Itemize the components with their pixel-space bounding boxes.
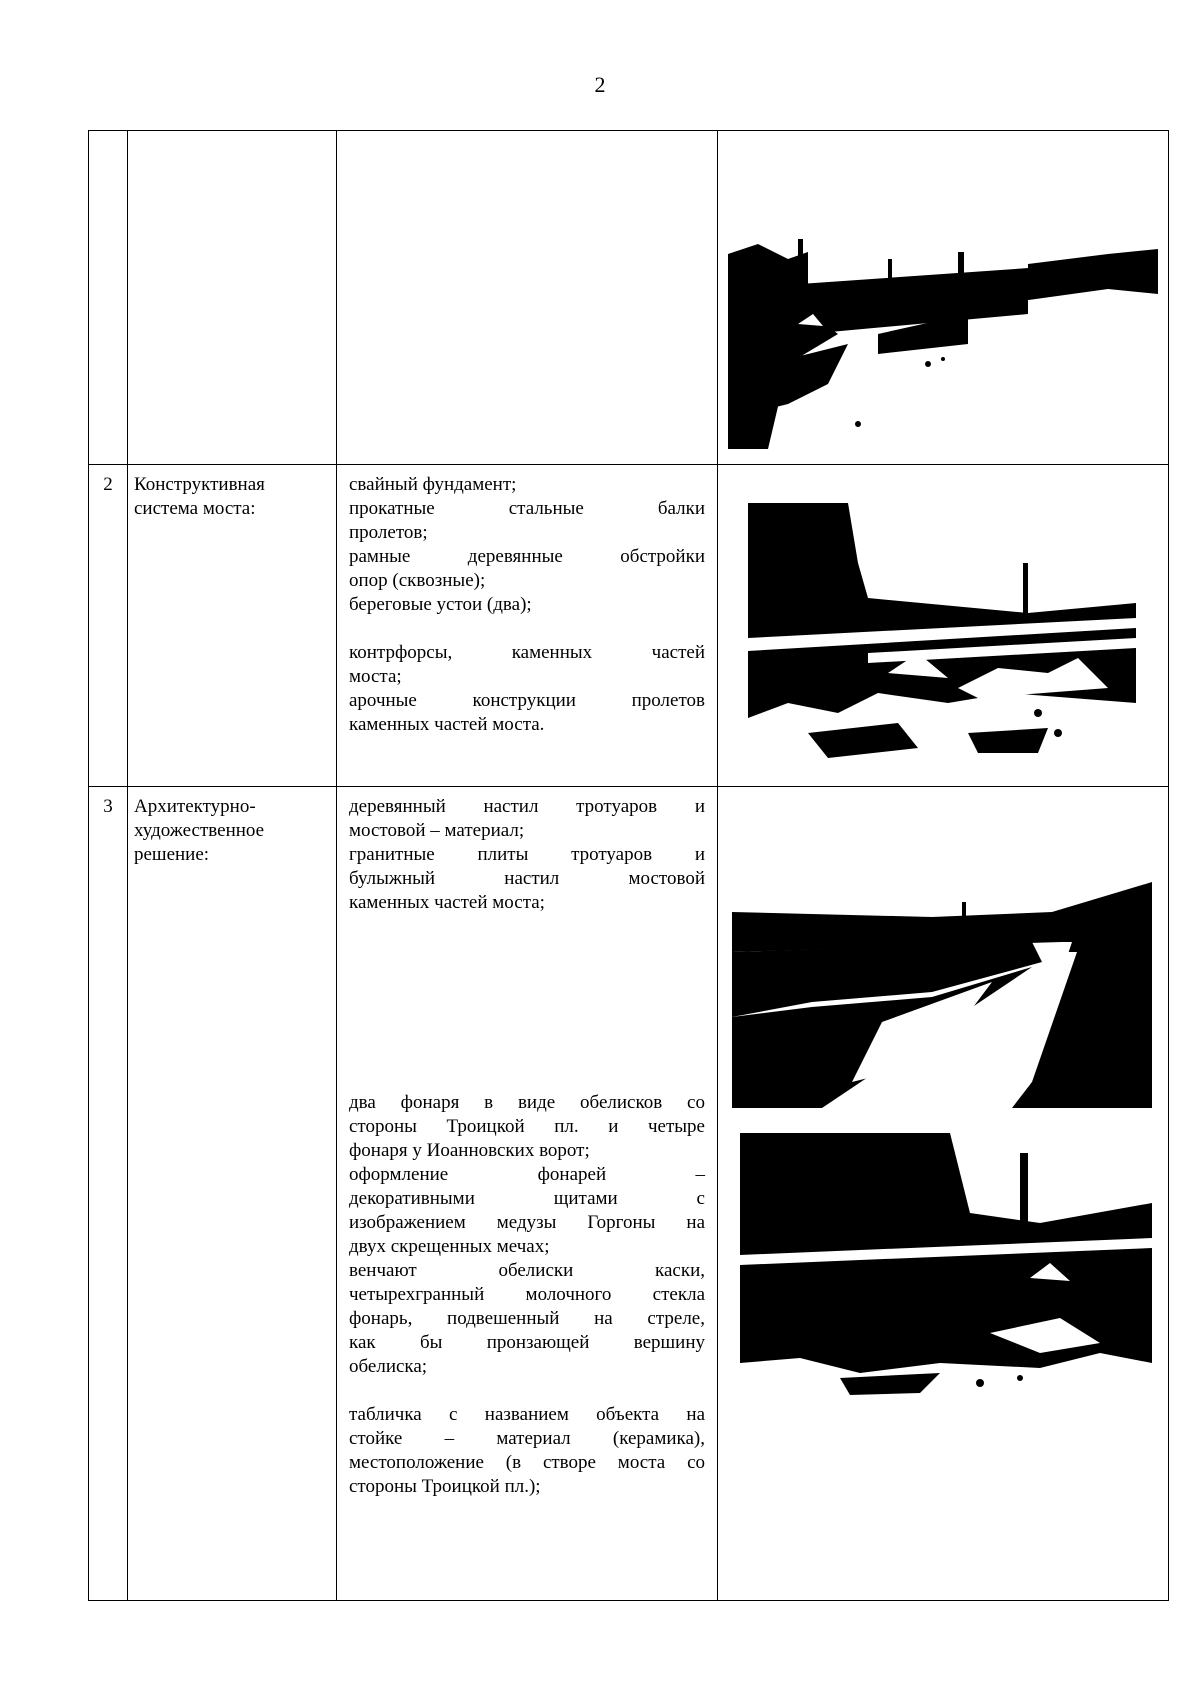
text-line: пролетов; [349, 522, 428, 543]
text-line: булыжный настил мостовой [349, 868, 705, 889]
row-number-cell: 3 [89, 787, 128, 1601]
text-line: каменных частей моста; [349, 892, 545, 913]
bridge-photo-3 [732, 882, 1152, 1108]
text-line: свайный фундамент; [349, 474, 517, 495]
text-line: декоративными щитами с [349, 1188, 705, 1209]
page-number: 2 [594, 72, 606, 97]
row-image-cell [718, 465, 1169, 787]
text-line: фонарь, подвешенный на стреле, [349, 1308, 705, 1329]
text-line: табличка с названием объекта на [349, 1404, 705, 1425]
row-text-cell [337, 465, 718, 787]
text-line: как бы пронзающей вершину [349, 1332, 705, 1353]
text-block-sign [349, 1403, 705, 1499]
table-row [89, 465, 1169, 787]
text-line: прокатные стальные балки [349, 498, 705, 519]
text-line: местоположение (в створе моста со [349, 1452, 705, 1473]
text-line: два фонаря в виде обелисков со [349, 1092, 705, 1113]
text-line: стойке – материал (керамика), [349, 1428, 705, 1449]
text-block-materials [349, 795, 705, 915]
text-line: каменных частей моста. [349, 714, 545, 735]
text-line: четырехгранный молочного стекла [349, 1284, 705, 1305]
row-name-line: художественное [134, 820, 265, 841]
text-line: гранитные плиты тротуаров и [349, 844, 705, 865]
text-line: обелиска; [349, 1356, 428, 1377]
table-row [89, 787, 1169, 1601]
text-line: изображением медузы Горгоны на [349, 1212, 705, 1233]
document-table [88, 130, 1169, 1601]
text-block-lanterns [349, 1091, 705, 1379]
text-line: оформление фонарей – [349, 1164, 705, 1185]
row-name-line: Архитектурно- [134, 796, 256, 817]
text-line: стороны Троицкой пл. и четыре [349, 1116, 705, 1137]
text-line: опор (сквозные); [349, 570, 486, 591]
row-image-cell [718, 131, 1169, 465]
text-line: контрфорсы, каменных частей [349, 642, 705, 663]
row-name-cell [128, 787, 337, 1601]
bridge-photo-4 [740, 1133, 1152, 1401]
row-name-cell [128, 131, 337, 465]
text-line: стороны Троицкой пл.); [349, 1476, 541, 1497]
text-line [349, 617, 705, 641]
text-line: венчают обелиски каски, [349, 1260, 705, 1281]
row-image-cell [718, 787, 1169, 1601]
bridge-photo-1 [728, 234, 1158, 449]
row-number-cell [89, 131, 128, 465]
text-line: двух скрещенных мечах; [349, 1236, 550, 1257]
row-name-line: система моста: [134, 498, 256, 519]
row-text-cell [337, 787, 718, 1601]
text-line: береговые устои (два); [349, 594, 532, 615]
text-line: моста; [349, 666, 402, 687]
row-name-line: решение: [134, 844, 210, 865]
table-row [89, 131, 1169, 465]
text-line: фонаря у Иоанновских ворот; [349, 1140, 590, 1161]
text-line: деревянный настил тротуаров и [349, 796, 705, 817]
text-line: арочные конструкции пролетов [349, 690, 705, 711]
row-number-cell: 2 [89, 465, 128, 787]
text-line: рамные деревянные обстройки [349, 546, 705, 567]
row-name-cell [128, 465, 337, 787]
bridge-photo-2 [748, 503, 1136, 771]
row-name-line: Конструктивная [134, 474, 265, 495]
row-text-cell [337, 131, 718, 465]
text-line: мостовой – материал; [349, 820, 525, 841]
